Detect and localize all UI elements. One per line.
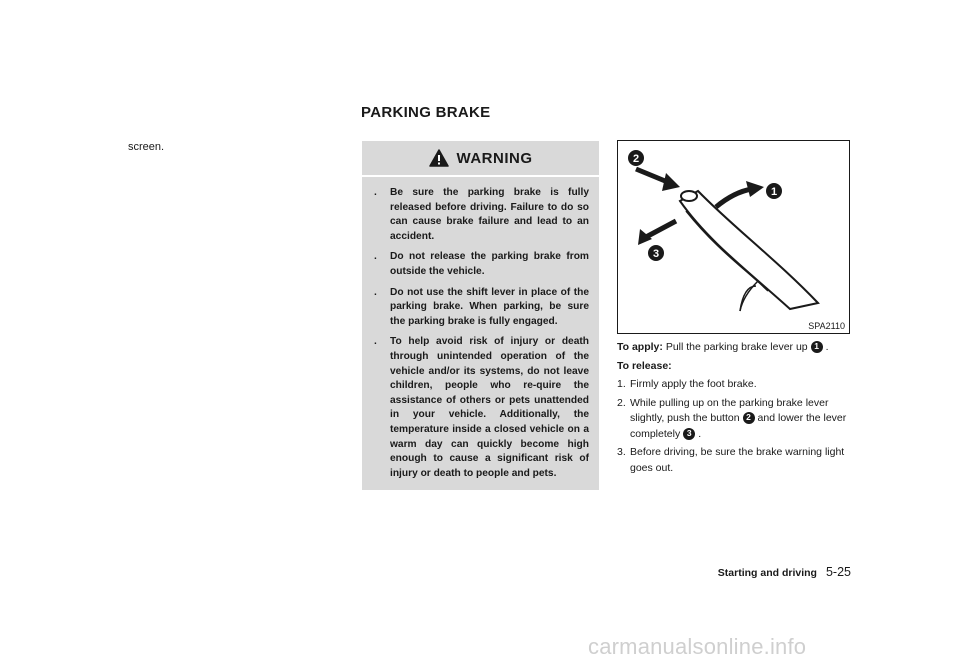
- warning-item: [372, 335, 589, 481]
- section-title: PARKING BRAKE: [361, 104, 491, 121]
- callout-1: [766, 183, 782, 199]
- step-end: .: [698, 427, 702, 440]
- warning-item-text: Do not use the shift lever in place of the parking brake. When parking, be sure the parking brake is fully engaged.: [390, 286, 589, 327]
- bullet: .: [374, 286, 377, 298]
- footer-section-name: Starting and driving: [717, 567, 817, 579]
- callout-1-label: 1: [770, 186, 778, 198]
- callout-3: [648, 245, 664, 261]
- warning-item-text: Be sure the parking brake is fully released before driving. Failure to do so can cause brake failure and lead to an accident.: [390, 187, 589, 242]
- continued-text: screen.: [128, 141, 165, 153]
- callout-1-inline: 1: [811, 341, 823, 353]
- step-number: 1.: [617, 378, 626, 390]
- warning-item: [372, 286, 589, 330]
- bullet: .: [374, 336, 377, 348]
- step-number: 2.: [617, 396, 626, 409]
- step-text: While pulling up on the parking brake lever slightly, push the button: [630, 396, 829, 424]
- warning-item: [372, 250, 589, 279]
- release-step: [617, 377, 853, 393]
- warning-item-text: To help avoid risk of injury or death through unintended operation of the vehicle and/or its systems, do not leave children, people who re-quire the assistance of others or pets unattended in your vehicle. Additionally, the temperature inside a closed vehicle on a warm day can quickly become high enough to cause a significant risk of injury or death to people and pets.: [390, 336, 589, 479]
- parking-brake-figure: [617, 140, 850, 334]
- release-label: To release:: [617, 359, 672, 372]
- page-footer: [709, 565, 851, 579]
- warning-triangle-icon: [429, 149, 449, 167]
- callout-2-inline: 2: [743, 412, 755, 424]
- warning-box: [362, 141, 599, 490]
- callout-3-inline: 3: [683, 428, 695, 440]
- release-step: [617, 445, 853, 476]
- step-number: 3.: [617, 446, 626, 458]
- watermark-text: carmanualsonline.info: [588, 634, 807, 659]
- step-text-continued: and lower the lever completely: [630, 412, 847, 440]
- warning-header: [362, 141, 599, 177]
- apply-text: Pull the parking brake lever up: [665, 341, 808, 353]
- instructions: [617, 340, 853, 479]
- warning-title: WARNING: [456, 149, 533, 167]
- bullet: .: [374, 251, 377, 263]
- apply-instruction: [617, 340, 853, 356]
- release-step: [617, 396, 853, 443]
- step-text: Firmly apply the foot brake.: [630, 378, 757, 390]
- page-number: 5-25: [825, 565, 851, 579]
- figure-caption: SPA2110: [808, 321, 845, 331]
- apply-end: .: [825, 341, 829, 353]
- parking-brake-lever-illustration: [618, 141, 851, 335]
- warning-item-text: Do not release the parking brake from outside the vehicle.: [390, 251, 589, 277]
- bullet: .: [374, 187, 377, 198]
- callout-3-label: 3: [652, 248, 660, 260]
- step-text: Before driving, be sure the brake warning light goes out.: [630, 446, 845, 474]
- release-steps: [617, 377, 853, 476]
- callout-2-label: 2: [632, 153, 640, 165]
- warning-list: [362, 177, 599, 481]
- apply-label: To apply:: [617, 341, 663, 353]
- callout-2: [628, 150, 644, 166]
- warning-item: [372, 186, 589, 244]
